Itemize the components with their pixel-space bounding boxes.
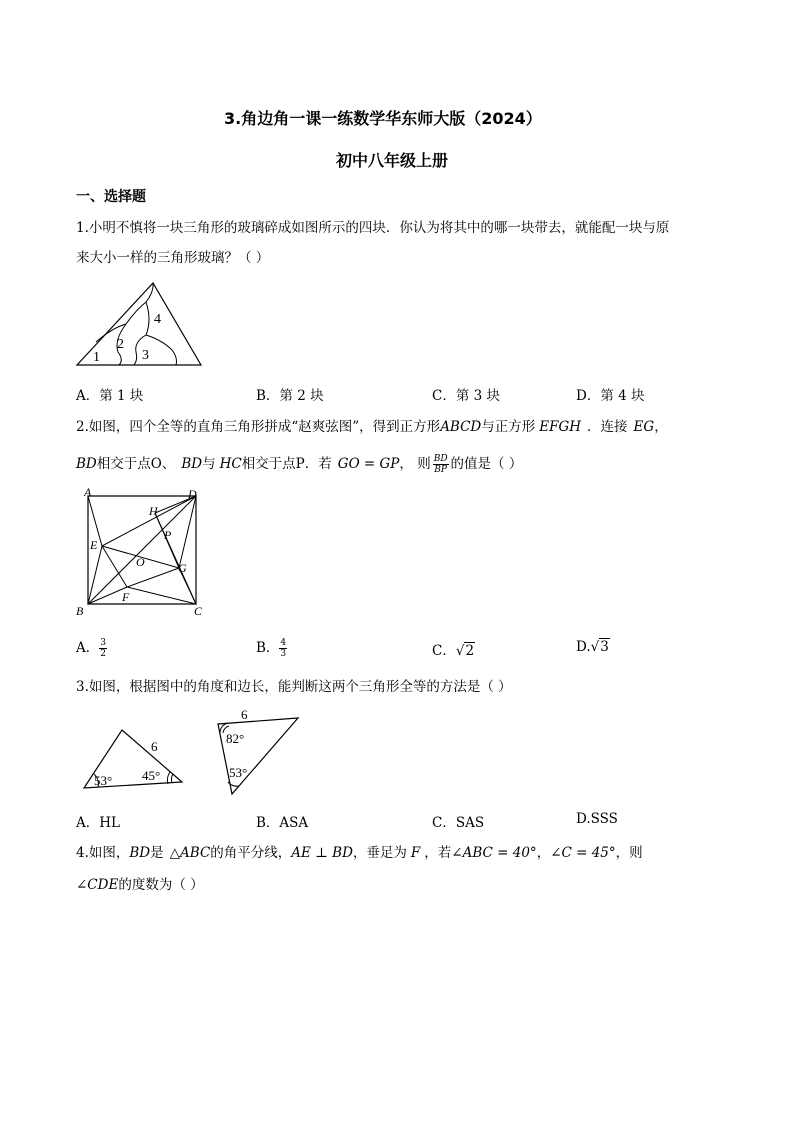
q2-text-part: ．连接 — [587, 419, 628, 435]
q2-text-line2 — [76, 452, 522, 475]
q2-fig-label-o: O — [136, 555, 145, 569]
q2-text-part: 与正方形 — [481, 419, 536, 435]
q2-option-a[interactable] — [76, 636, 107, 659]
q2-fig-label-c: C — [194, 604, 203, 618]
q2-math-bd: BD — [76, 456, 97, 472]
q3-option-a[interactable]: A．HL — [76, 815, 120, 831]
q2-fig-label-d: D — [188, 487, 197, 501]
q3-text-line1: 3.如图，根据图中的角度和边长，能判断这两个三角形全等的方法是（ ） — [76, 679, 512, 695]
q2-math-efgh: EFGH — [539, 419, 582, 435]
q2-option-b-fraction: $\frac{4}{3}$ — [280, 638, 287, 659]
q1-fig-label-4: 4 — [154, 312, 161, 327]
q3-triangle-figure-2 — [214, 704, 314, 794]
q3-fig1-angle-53: 53° — [94, 773, 113, 788]
q1-option-b[interactable]: B．第 2 块 — [256, 388, 324, 404]
q2-option-a-fraction: $\frac{3}{2}$ — [100, 638, 106, 659]
q1-option-c[interactable]: C．第 3 块 — [432, 388, 501, 404]
q2-fig-label-h: H — [149, 504, 158, 518]
q4-text-part: ， — [536, 845, 551, 861]
q4-math-angle-c: ∠C = 45° — [550, 845, 616, 861]
q4-text-part: 是 — [150, 845, 164, 861]
document-title: 3.角边角一课一练数学华东师大版（2024） — [224, 109, 542, 128]
q4-math-bd: BD — [129, 845, 151, 861]
q1-fig-label-1: 1 — [93, 350, 100, 365]
q2-fraction-bd-bp: $\frac{BD}{BP}$ — [433, 454, 448, 475]
q1-option-a[interactable]: A．第 1 块 — [76, 388, 144, 404]
q4-text-line2 — [76, 873, 204, 893]
q4-math-ae-perp-bd: AE ⊥ BD — [291, 845, 353, 861]
q4-text-line1 — [76, 841, 643, 861]
q2-text-part: ， — [654, 419, 668, 435]
q2-option-b-prefix: B． — [256, 640, 280, 656]
q4-math-f: F — [410, 845, 421, 861]
q3-fig2-side-label: 6 — [241, 707, 248, 722]
q1-text-line2: 来大小一样的三角形玻璃？（ ） — [76, 250, 270, 266]
q2-math-abcd: ABCD — [440, 419, 482, 435]
q3-fig1-angle-45: 45° — [142, 768, 161, 783]
q2-option-c-prefix: C． — [432, 643, 456, 659]
q2-fig-label-e: E — [90, 538, 98, 552]
q4-text-part: ，垂足为 — [352, 845, 407, 861]
q2-math-eg: EG — [633, 419, 655, 435]
section-heading: 一、选择题 — [76, 189, 146, 205]
q3-option-b[interactable]: B．ASA — [256, 815, 309, 831]
q1-fig-label-3: 3 — [142, 348, 149, 363]
q2-text-part: 相交于点O、 — [96, 456, 176, 472]
q2-text-line1 — [76, 415, 668, 435]
q3-option-c[interactable]: C．SAS — [432, 815, 485, 831]
q4-text-part: 的角平分线， — [210, 845, 292, 861]
q1-broken-triangle-figure — [74, 280, 204, 370]
q2-math-bd: BD — [181, 456, 203, 472]
q4-math-angle-abc: ∠ABC = 40° — [451, 845, 537, 861]
q1-text-line1: 1.小明不慎将一块三角形的玻璃碎成如图所示的四块．你认为将其中的哪一块带去，就能配一块与原 — [76, 220, 670, 236]
q2-option-c-sqrt: √2 — [455, 643, 475, 659]
q2-fig-label-a: A — [84, 485, 92, 499]
q3-triangle-figure-1 — [80, 724, 190, 794]
q4-math-triangle-abc: △ABC — [169, 845, 211, 861]
q2-text-part: 的值是（ ） — [450, 456, 523, 472]
q2-fig-label-p: P — [164, 528, 172, 542]
q3-fig1-side-label: 6 — [151, 739, 158, 754]
q2-text-part: 2.如图，四个全等的直角三角形拼成“赵爽弦图”，得到正方形 — [76, 419, 441, 435]
q2-option-d-sqrt: √3 — [590, 639, 609, 655]
q2-zhao-shuang-figure — [76, 485, 210, 618]
q3-fig2-angle-53: 53° — [229, 765, 248, 780]
q2-fig-label-g: G — [178, 561, 187, 575]
q4-text-part: ，若 — [424, 845, 452, 861]
q4-text-part: 的度数为（ ） — [118, 877, 204, 893]
document-subtitle: 初中八年级上册 — [336, 151, 449, 170]
q4-text-part: 4.如图， — [76, 845, 130, 861]
q4-text-part: ，则 — [615, 845, 643, 861]
q3-option-d[interactable]: D.SSS — [576, 811, 618, 827]
q2-fig-label-f: F — [122, 590, 130, 604]
q1-fig-label-2: 2 — [117, 337, 124, 352]
q4-math-angle-cde: ∠CDE — [76, 877, 119, 893]
q2-option-c[interactable] — [432, 639, 475, 659]
q2-option-d[interactable] — [576, 639, 610, 655]
q2-math-go-gp: GO = GP — [337, 456, 400, 472]
q3-fig2-angle-82: 82° — [226, 731, 245, 746]
q2-option-a-prefix: A． — [76, 640, 100, 656]
q2-text-part: 相交于点P．若 — [241, 456, 332, 472]
q2-text-part: 与 — [202, 456, 216, 472]
q2-fig-label-b: B — [76, 604, 84, 618]
q2-option-b[interactable] — [256, 636, 287, 659]
q2-text-part: ， 则 — [399, 456, 431, 472]
q1-option-d[interactable]: D．第 4 块 — [576, 388, 645, 404]
q2-math-hc: HC — [219, 456, 242, 472]
q2-option-d-prefix: D. — [576, 639, 591, 655]
